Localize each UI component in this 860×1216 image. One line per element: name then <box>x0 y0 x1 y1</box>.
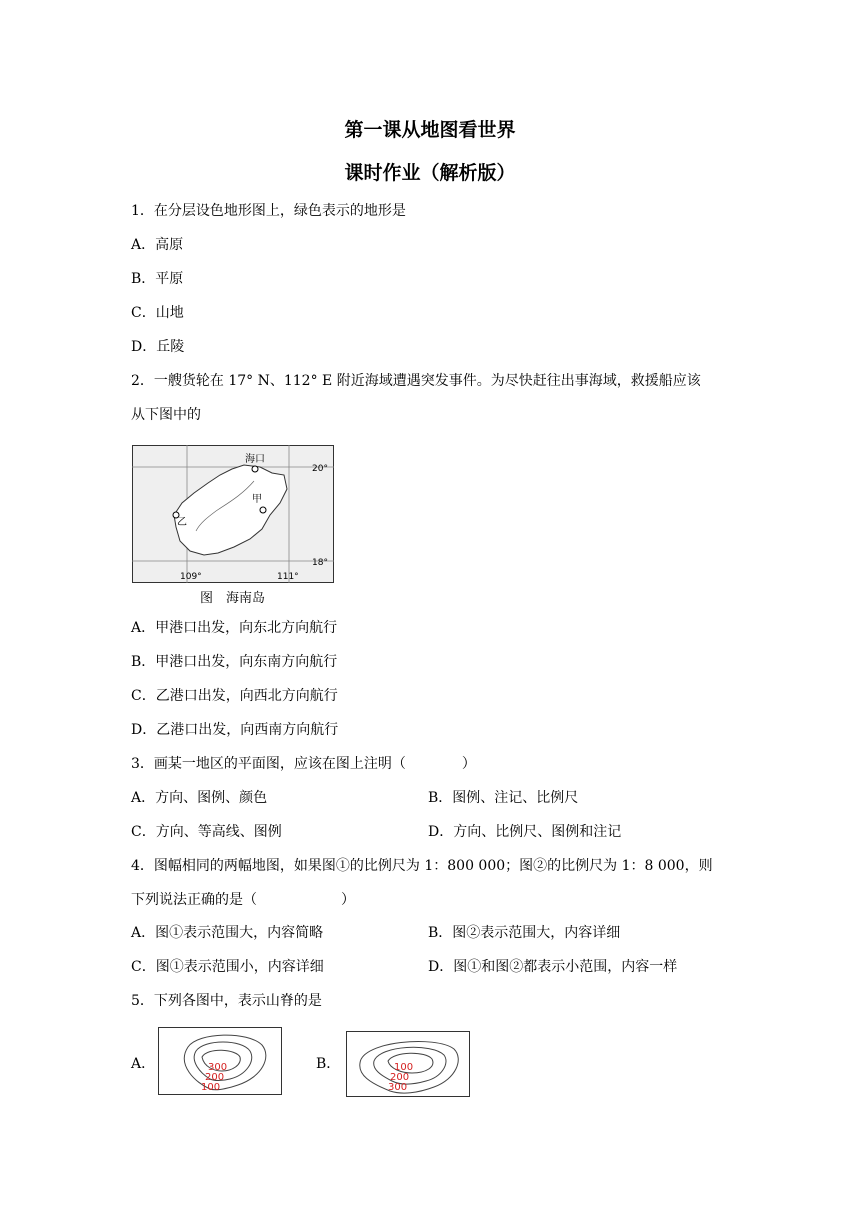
q2-option-a: A．甲港口出发，向东北方向航行 <box>131 620 338 636</box>
contour-a-label-1: 300 <box>208 1062 228 1073</box>
q1-option-b: B．平原 <box>131 271 184 287</box>
document-title: 第一课从地图看世界 <box>344 119 516 141</box>
q3-option-b: B．图例、注记、比例尺 <box>428 790 579 806</box>
contour-b-label-1: 100 <box>394 1062 414 1073</box>
label-lon-right: 111° <box>277 572 299 582</box>
q1-option-c: C．山地 <box>131 305 184 321</box>
q2-stem-line2: 从下图中的 <box>131 407 201 423</box>
q4-option-a: A．图①表示范围大，内容简略 <box>131 925 324 941</box>
document-subtitle: 课时作业（解析版） <box>344 162 516 184</box>
contour-a-label-2: 200 <box>205 1072 225 1083</box>
q1-option-a: A．高原 <box>131 237 184 253</box>
hainan-island-map <box>132 445 334 583</box>
q2-option-d: D．乙港口出发，向西南方向航行 <box>131 722 339 738</box>
label-lat-bottom: 18° <box>312 558 328 568</box>
q4-option-d: D．图①和图②都表示小范围，内容一样 <box>428 959 678 975</box>
label-lon-left: 109° <box>180 572 202 582</box>
contour-b-label-2: 200 <box>390 1072 410 1083</box>
q5-stem: 5．下列各图中，表示山脊的是 <box>131 993 322 1009</box>
label-haikou: 海口 <box>245 454 265 465</box>
q2-option-b: B．甲港口出发，向东南方向航行 <box>131 654 338 670</box>
q3-option-c: C．方向、等高线、图例 <box>131 824 282 840</box>
label-lat-top: 20° <box>312 464 328 474</box>
contour-b-label-3: 300 <box>388 1082 408 1093</box>
jia-port-marker <box>260 507 266 513</box>
q4-stem-line1: 4．图幅相同的两幅地图，如果图①的比例尺为 1：800 000；图②的比例尺为 1：8 000，则 <box>131 858 713 874</box>
contour-map-a <box>158 1027 282 1095</box>
haikou-marker <box>252 466 258 472</box>
q3-option-a: A．方向、图例、颜色 <box>131 790 268 806</box>
q3-stem: 3．画某一地区的平面图，应该在图上注明（ ） <box>131 756 476 772</box>
q4-option-b: B．图②表示范围大，内容详细 <box>428 925 621 941</box>
map-caption: 图 海南岛 <box>200 591 266 606</box>
q5-option-b-label: B． <box>316 1056 341 1072</box>
q5-option-a-label: A． <box>131 1056 156 1072</box>
q2-stem-line1: 2．一艘货轮在 17° N、112° E 附近海域遭遇突发事件。为尽快赶往出事海域，救援船应该 <box>131 373 701 389</box>
label-jia: 甲 <box>252 494 262 505</box>
q3-option-d: D．方向、比例尺、图例和注记 <box>428 824 622 840</box>
contour-a-label-3: 100 <box>201 1082 221 1093</box>
q1-option-d: D．丘陵 <box>131 339 185 355</box>
q4-option-c: C．图①表示范围小，内容详细 <box>131 959 324 975</box>
contour-map-b <box>346 1031 470 1097</box>
q1-stem: 1．在分层设色地形图上，绿色表示的地形是 <box>131 203 406 219</box>
q4-stem-line2: 下列说法正确的是（ ） <box>131 892 355 908</box>
q2-option-c: C．乙港口出发，向西北方向航行 <box>131 688 338 704</box>
label-yi: 乙 <box>177 517 187 528</box>
